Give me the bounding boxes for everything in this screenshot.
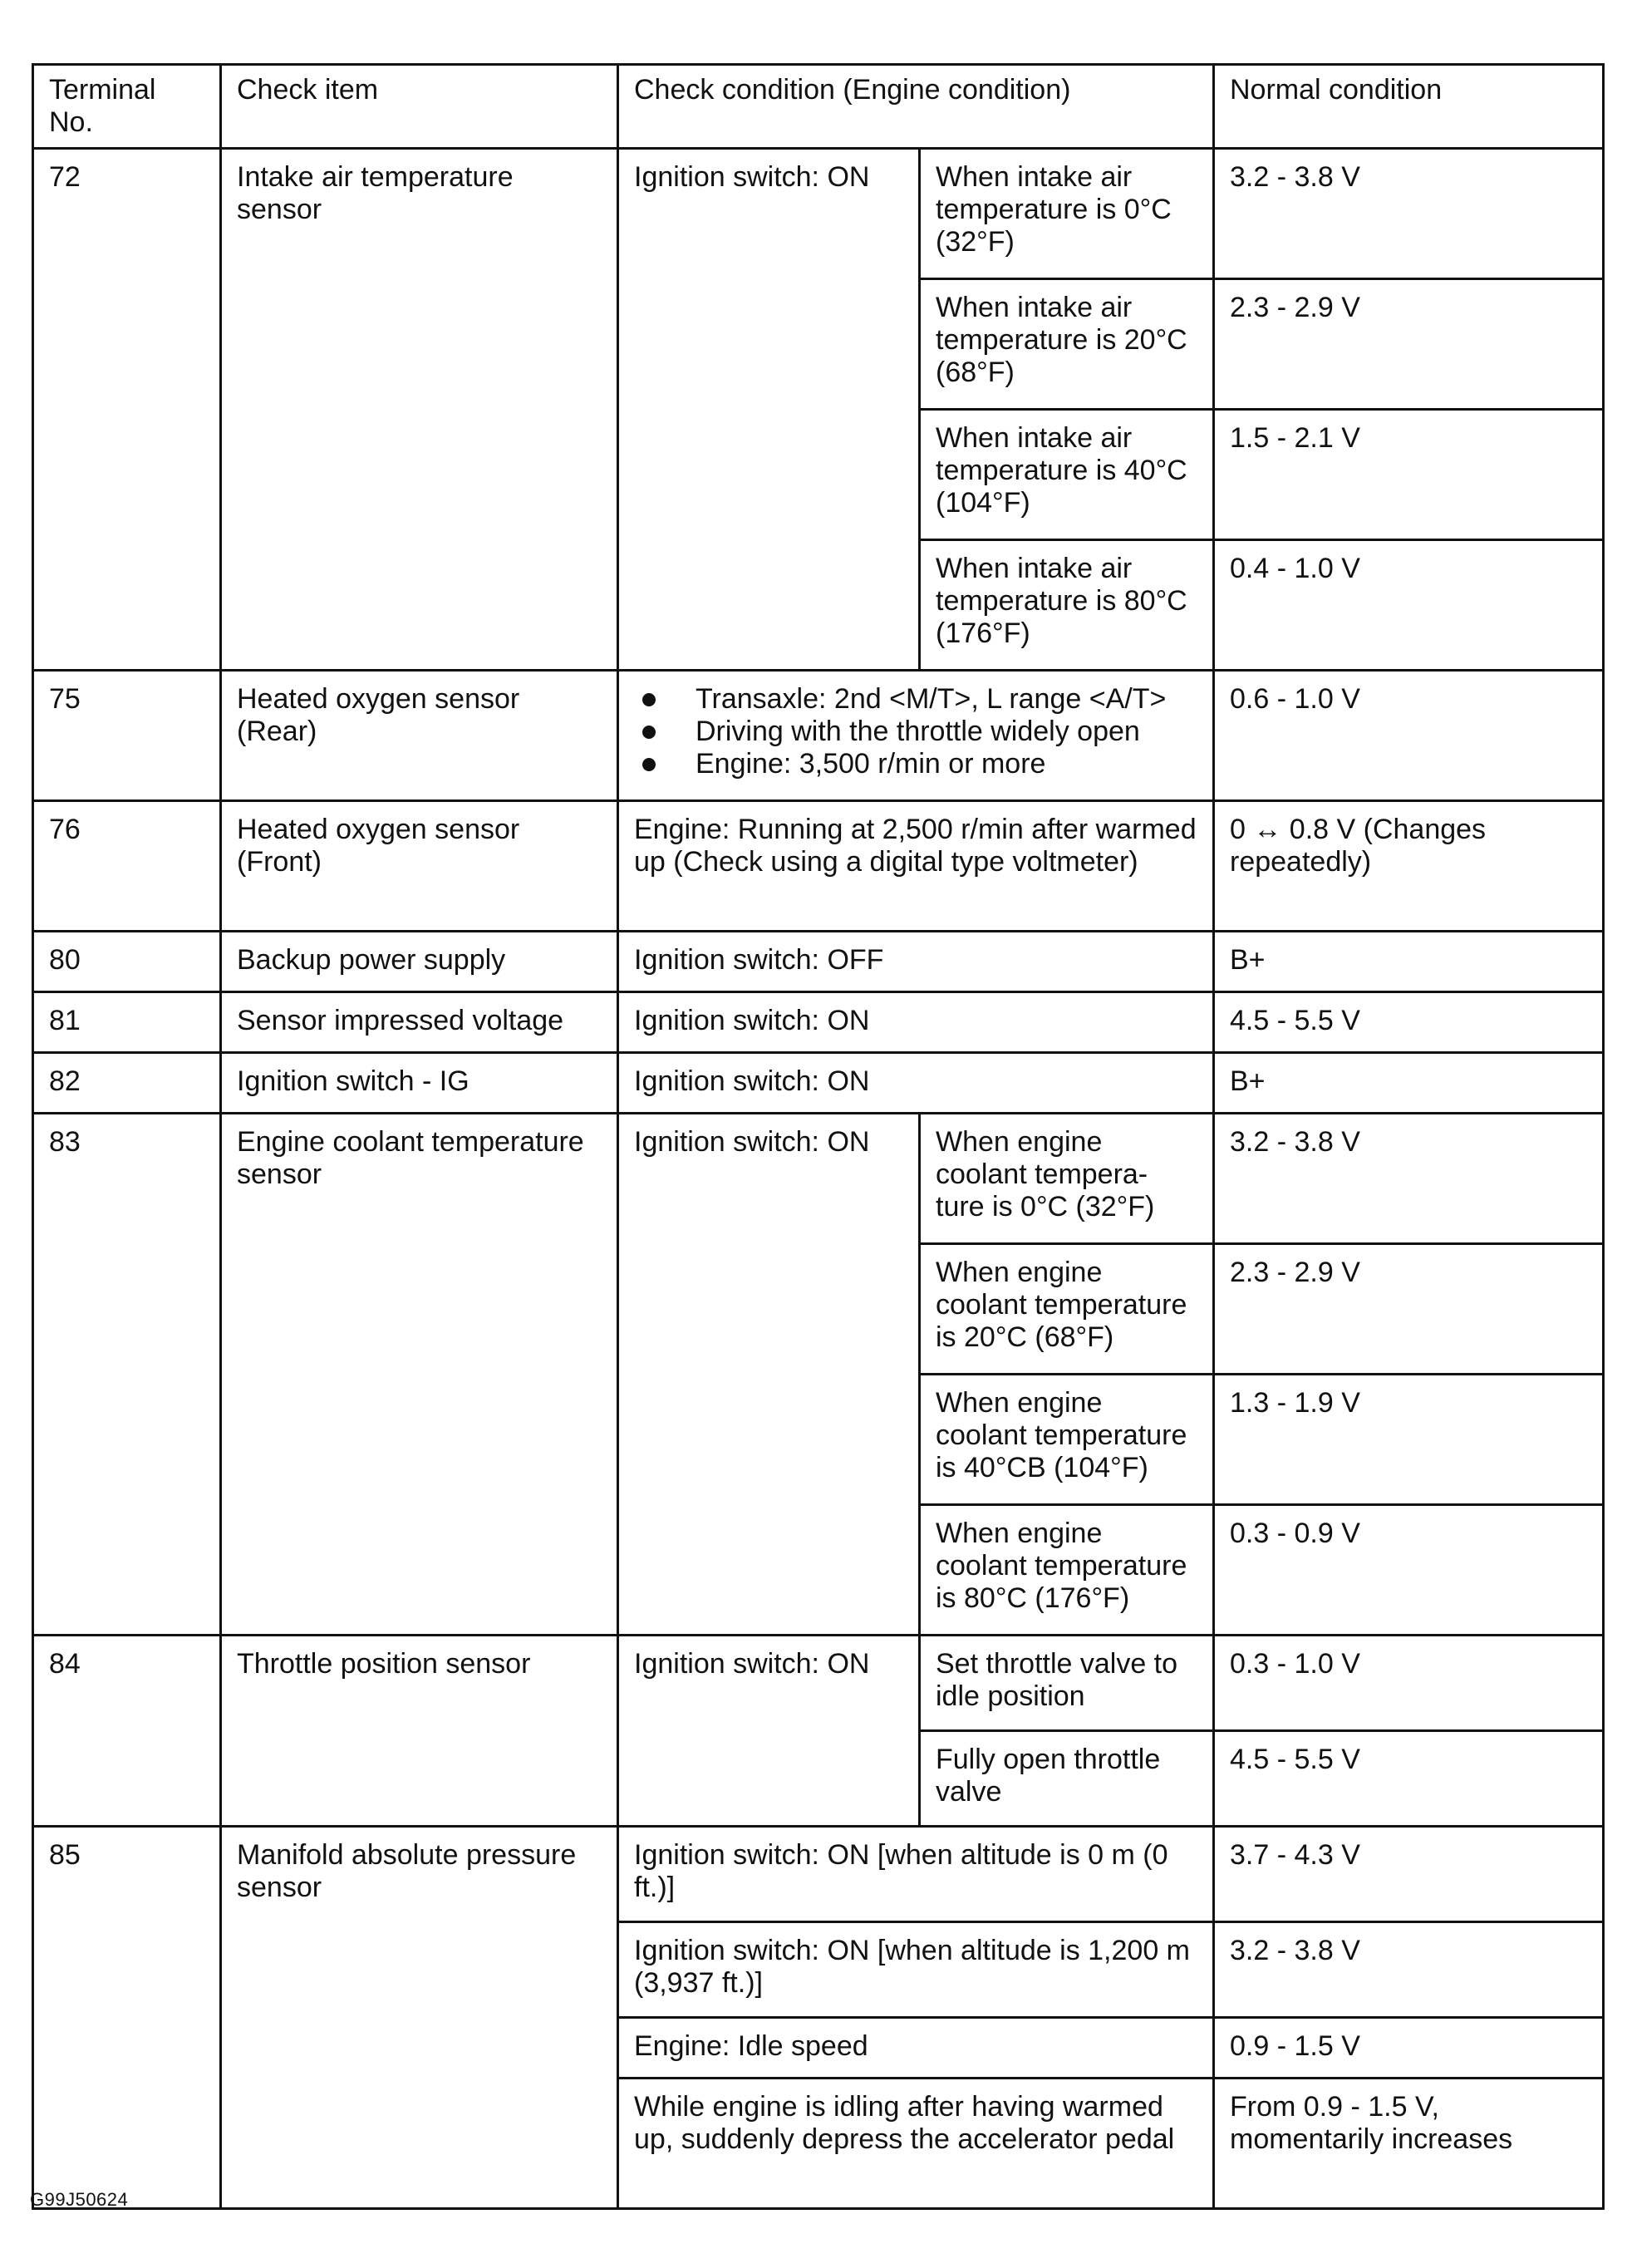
normal-condition: From 0.9 - 1.5 V, momentarily increases	[1214, 2079, 1604, 2209]
check-item: Heated oxygen sensor (Rear)	[221, 671, 618, 801]
check-condition: Ignition switch: ON	[618, 1053, 1214, 1114]
check-item: Intake air temperature sensor	[221, 149, 618, 671]
table-row	[33, 932, 1604, 992]
check-item: Sensor impressed voltage	[221, 992, 618, 1053]
check-condition: Ignition switch: ON	[618, 992, 1214, 1053]
condition-detail: When intake air temperature is 20°C (68°F)	[920, 279, 1214, 410]
terminal-number: 72	[33, 149, 221, 671]
condition-detail: When engine coolant tempera- ture is 0°C (32°F)	[920, 1114, 1214, 1244]
normal-condition: 0 ↔ 0.8 V (Changes repeatedly)	[1214, 801, 1604, 932]
terminal-number: 75	[33, 671, 221, 801]
list-item	[634, 683, 1197, 716]
bullet-text: Engine: 3,500 r/min or more	[696, 748, 1046, 780]
normal-condition: B+	[1214, 1053, 1604, 1114]
terminal-check-table	[32, 63, 1605, 2210]
check-condition: Engine: Running at 2,500 r/min after warmed up (Check using a digital type voltmeter)	[618, 801, 1214, 932]
table-header-row	[33, 65, 1604, 149]
header-terminal-no: Terminal No.	[33, 65, 221, 149]
normal-condition: 0.3 - 1.0 V	[1214, 1636, 1604, 1731]
terminal-number: 82	[33, 1053, 221, 1114]
header-normal-condition: Normal condition	[1214, 65, 1604, 149]
header-check-item: Check item	[221, 65, 618, 149]
check-condition	[618, 671, 1214, 801]
normal-condition: 3.7 - 4.3 V	[1214, 1827, 1604, 1922]
normal-condition: 3.2 - 3.8 V	[1214, 149, 1604, 279]
terminal-number: 83	[33, 1114, 221, 1636]
list-item	[634, 716, 1197, 748]
normal-condition: 3.2 - 3.8 V	[1214, 1114, 1604, 1244]
table-row	[33, 1827, 1604, 1922]
normal-condition: 4.5 - 5.5 V	[1214, 1731, 1604, 1827]
terminal-number: 76	[33, 801, 221, 932]
list-item	[634, 748, 1197, 780]
normal-condition: 1.5 - 2.1 V	[1214, 410, 1604, 540]
bullet-dot-icon	[642, 726, 656, 739]
check-condition: Ignition switch: ON	[618, 1114, 920, 1636]
normal-condition: 0.4 - 1.0 V	[1214, 540, 1604, 671]
table-row	[33, 1636, 1604, 1731]
normal-condition: 2.3 - 2.9 V	[1214, 279, 1604, 410]
terminal-number: 81	[33, 992, 221, 1053]
condition-detail: When engine coolant temperature is 80°C (176°F)	[920, 1505, 1214, 1636]
normal-condition: 4.5 - 5.5 V	[1214, 992, 1604, 1053]
condition-detail: When engine coolant temperature is 40°CB (104°F)	[920, 1375, 1214, 1505]
normal-condition: 1.3 - 1.9 V	[1214, 1375, 1604, 1505]
bullet-text: Transaxle: 2nd <M/T>, L range <A/T>	[696, 683, 1167, 715]
normal-condition: 0.6 - 1.0 V	[1214, 671, 1604, 801]
normal-condition: 3.2 - 3.8 V	[1214, 1922, 1604, 2018]
check-item: Engine coolant temperature sensor	[221, 1114, 618, 1636]
table-row	[33, 1053, 1604, 1114]
condition-detail: When intake air temperature is 40°C (104°F)	[920, 410, 1214, 540]
check-item: Ignition switch - IG	[221, 1053, 618, 1114]
check-item: Manifold absolute pressure sensor	[221, 1827, 618, 2209]
check-condition: Ignition switch: ON	[618, 149, 920, 671]
bullet-text: Driving with the throttle widely open	[696, 716, 1140, 747]
check-item: Heated oxygen sensor (Front)	[221, 801, 618, 932]
check-item: Backup power supply	[221, 932, 618, 992]
check-condition: Ignition switch: ON [when altitude is 1,200 m (3,937 ft.)]	[618, 1922, 1214, 2018]
table-row	[33, 1114, 1604, 1244]
check-condition: Ignition switch: ON	[618, 1636, 920, 1827]
check-condition: Engine: Idle speed	[618, 2018, 1214, 2079]
table-row	[33, 992, 1604, 1053]
check-item: Throttle position sensor	[221, 1636, 618, 1827]
figure-id: G99J50624	[30, 2189, 129, 2210]
check-condition: Ignition switch: ON [when altitude is 0 m (0 ft.)]	[618, 1827, 1214, 1922]
header-check-condition: Check condition (Engine condition)	[618, 65, 1214, 149]
bullet-dot-icon	[642, 693, 656, 706]
bullet-dot-icon	[642, 758, 656, 771]
table-row	[33, 149, 1604, 279]
condition-detail: When intake air temperature is 80°C (176°F)	[920, 540, 1214, 671]
condition-detail: When intake air temperature is 0°C (32°F)	[920, 149, 1214, 279]
normal-condition: 0.9 - 1.5 V	[1214, 2018, 1604, 2079]
normal-condition: 2.3 - 2.9 V	[1214, 1244, 1604, 1375]
condition-detail: Fully open throttle valve	[920, 1731, 1214, 1827]
table-row	[33, 801, 1604, 932]
check-condition: While engine is idling after having warmed up, suddenly depress the accelerator pedal	[618, 2079, 1214, 2209]
table-row	[33, 671, 1604, 801]
condition-detail: Set throttle valve to idle position	[920, 1636, 1214, 1731]
condition-bullet-list	[634, 683, 1197, 780]
condition-detail: When engine coolant temperature is 20°C (68°F)	[920, 1244, 1214, 1375]
terminal-number: 80	[33, 932, 221, 992]
terminal-number: 85	[33, 1827, 221, 2209]
terminal-number: 84	[33, 1636, 221, 1827]
check-condition: Ignition switch: OFF	[618, 932, 1214, 992]
normal-condition: 0.3 - 0.9 V	[1214, 1505, 1604, 1636]
normal-condition: B+	[1214, 932, 1604, 992]
